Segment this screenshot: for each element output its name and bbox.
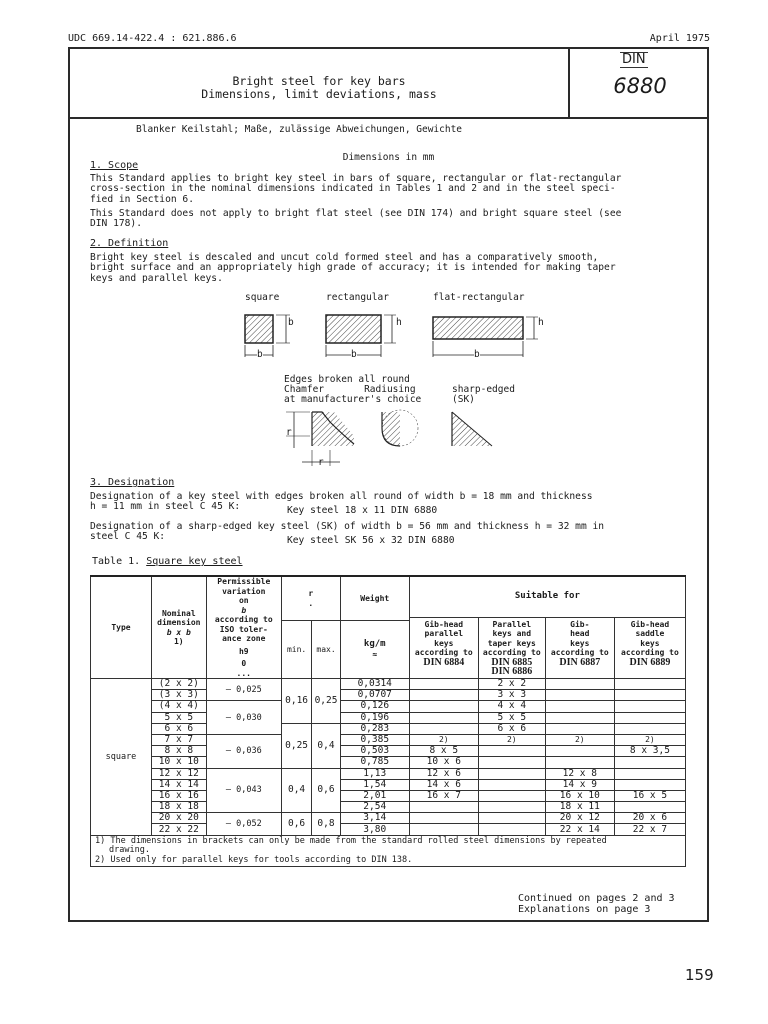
- scope-p2-line: This Standard does not apply to bright flat steel (see DIN 174) and bright square steel (see: [90, 208, 622, 219]
- r-min-cell: 0,6: [281, 813, 311, 835]
- flat-rectangular-section-icon: [433, 317, 538, 357]
- suitable-cell-s4: 16 x 5: [614, 790, 685, 801]
- suitable-cell-s1: [409, 712, 478, 723]
- col-weight: Weight: [340, 576, 409, 621]
- definition-paragraph: [90, 253, 690, 284]
- perm-line: according to: [214, 615, 273, 624]
- col-r-min: min.: [281, 621, 311, 679]
- nominal-cell: (4 x 4): [151, 701, 206, 712]
- footnote-1: 1) The dimensions in brackets can only be made from the standard rolled steel dimensions by repeated: [95, 835, 607, 846]
- weight-cell: 1,13: [340, 768, 409, 779]
- footnote-2: 2) Used only for parallel keys for tools according to DIN 138.: [95, 854, 413, 865]
- s3-line: keys: [570, 638, 590, 648]
- suitable-cell-s1: 10 x 6: [409, 757, 478, 768]
- weight-cell: 2,54: [340, 802, 409, 813]
- rect-h-label: h: [396, 317, 402, 328]
- nominal-line: 1): [173, 637, 184, 646]
- nominal-cell: 6 x 6: [151, 723, 206, 734]
- suitable-cell-s3: 18 x 11: [545, 802, 614, 813]
- r-min-cell: 0,25: [281, 723, 311, 768]
- nominal-line: Nominal: [161, 608, 196, 618]
- nominal-line: dimension: [157, 618, 201, 627]
- col-suitable: Suitable for: [409, 576, 685, 618]
- scope-paragraph-2: [90, 209, 690, 230]
- weight-cell: 0,385: [340, 734, 409, 745]
- designation-p2-line: steel C 45 K:: [90, 531, 166, 543]
- s1-line: according to: [414, 648, 473, 657]
- suitable-cell-s1: 8 x 5: [409, 746, 478, 757]
- weight-cell: 0,196: [340, 712, 409, 723]
- dimensions-note: Dimensions in mm: [342, 152, 435, 163]
- perm-line: b: [241, 605, 247, 615]
- suitable-cell-s2: [478, 757, 545, 768]
- r-header: r: [308, 589, 314, 598]
- suitable-cell-s2: 3 x 3: [478, 690, 545, 701]
- perm-line: ISO toler-: [219, 624, 268, 634]
- din-label: DIN: [622, 52, 646, 67]
- s4-line: saddle: [635, 629, 665, 638]
- nominal-cell: 14 x 14: [151, 779, 206, 790]
- square-b-label: b: [257, 349, 263, 360]
- suitable-cell-s2: 2): [478, 734, 545, 745]
- definition-line: bright surface and an appropriately high grade of accuracy; it is intended for making taper: [90, 262, 616, 274]
- suitable-cell-s4: [614, 757, 685, 768]
- flat-b-label: b: [474, 349, 480, 360]
- suitable-cell-s1: 2): [409, 734, 478, 745]
- perm-line: ...: [236, 668, 251, 678]
- r-min-cell: 0,4: [281, 768, 311, 813]
- square-section-icon: [245, 315, 290, 357]
- col-r: [281, 576, 340, 621]
- s2-line: Parallel: [492, 619, 532, 629]
- tolerance-cell: – 0,036: [206, 734, 281, 768]
- suitable-cell-s2: 4 x 4: [478, 701, 545, 712]
- perm-line: on: [238, 596, 249, 605]
- suitable-cell-s2: [478, 790, 545, 801]
- suitable-cell-s3: 2): [545, 734, 614, 745]
- nominal-cell: (3 x 3): [151, 690, 206, 701]
- s4-line: Gib-head: [630, 619, 670, 629]
- continued-note: [518, 893, 675, 915]
- col-din6884: [409, 618, 478, 679]
- col-din6885: [478, 618, 545, 679]
- s1-line: keys: [434, 638, 454, 648]
- suitable-cell-s3: [545, 723, 614, 734]
- title-line-1: Bright steel for key bars: [232, 74, 406, 88]
- flat-h-label: h: [538, 317, 544, 328]
- table-row: [91, 690, 686, 701]
- table-row: [91, 813, 686, 824]
- table-row: [91, 746, 686, 757]
- suitable-cell-s4: [614, 690, 685, 701]
- suitable-cell-s1: 16 x 7: [409, 790, 478, 801]
- nominal-cell: 7 x 7: [151, 734, 206, 745]
- flat-rectangular-label: flat-rectangular: [433, 292, 525, 303]
- suitable-cell-s3: [545, 757, 614, 768]
- rect-b-label: b: [351, 349, 357, 360]
- s4-line: keys: [640, 638, 660, 648]
- sharp-edge-icon: [452, 412, 492, 446]
- suitable-cell-s3: 20 x 12: [545, 813, 614, 824]
- suitable-cell-s1: [409, 813, 478, 824]
- scope-p1-line: cross-section in the nominal dimensions indicated in Tables 1 and 2 and in the steel speci-: [90, 183, 616, 195]
- suitable-cell-s1: [409, 701, 478, 712]
- suitable-cell-s4: [614, 712, 685, 723]
- designation-p1-line: Designation of a key steel with edges broken all round of width b = 18 mm and thickness: [90, 491, 593, 502]
- title-divider: [568, 47, 570, 119]
- suitable-cell-s4: [614, 723, 685, 734]
- designation-p2-line: Designation of a sharp-edged key steel (SK) of width b = 56 mm and thickness h = 32 mm in: [90, 521, 605, 532]
- weight-cell: 1,54: [340, 779, 409, 790]
- nominal-cell: 16 x 16: [151, 790, 206, 801]
- table-caption: [92, 556, 243, 567]
- perm-line: variation: [222, 586, 266, 596]
- s4-din: DIN 6889: [629, 656, 671, 668]
- designation-example-2: Key steel SK 56 x 32 DIN 6880: [287, 535, 455, 546]
- suitable-cell-s2: 6 x 6: [478, 723, 545, 734]
- scope-heading: 1. Scope: [90, 160, 139, 171]
- cross-section-drawing: [236, 305, 546, 365]
- publication-date: April 1975: [649, 33, 710, 44]
- designation-heading: 3. Designation: [90, 477, 175, 488]
- s2-line: keys and: [492, 629, 532, 638]
- suitable-cell-s3: 22 x 14: [545, 824, 614, 835]
- perm-line: Permissible: [217, 577, 271, 586]
- suitable-cell-s2: 2 x 2: [478, 679, 545, 690]
- table-row: [91, 701, 686, 712]
- col-nominal: [151, 576, 206, 679]
- suitable-cell-s2: [478, 779, 545, 790]
- footnote-1-cont: drawing.: [109, 845, 150, 856]
- weight-cell: 0,0707: [340, 690, 409, 701]
- rectangular-section-icon: [326, 315, 396, 357]
- square-label: square: [245, 292, 280, 303]
- chamfer-r-bottom-label: r: [318, 457, 324, 468]
- table-row: [91, 824, 686, 835]
- suitable-cell-s2: [478, 813, 545, 824]
- nominal-cell: 22 x 22: [151, 824, 206, 835]
- suitable-cell-s1: 14 x 6: [409, 779, 478, 790]
- table-row: [91, 802, 686, 813]
- s4-line: according to: [621, 648, 679, 657]
- r-min-cell: 0,16: [281, 679, 311, 724]
- nominal-line: b x b: [166, 627, 191, 637]
- suitable-cell-s2: [478, 768, 545, 779]
- nominal-cell: 18 x 18: [151, 802, 206, 813]
- col-din6887: [545, 618, 614, 679]
- chamfer-r-label: r: [286, 427, 292, 438]
- suitable-cell-s2: 5 x 5: [478, 712, 545, 723]
- col-permissible: [206, 576, 281, 679]
- table-row: [91, 779, 686, 790]
- suitable-cell-s1: [409, 824, 478, 835]
- edges-text: [284, 375, 421, 405]
- table-body: [91, 679, 686, 836]
- definition-line: keys and parallel keys.: [90, 272, 223, 284]
- suitable-cell-s1: [409, 802, 478, 813]
- r-max-cell: 0,4: [312, 723, 340, 768]
- suitable-cell-s4: [614, 701, 685, 712]
- continued-line-2: Explanations on page 3: [518, 904, 651, 915]
- type-cell: square: [91, 679, 152, 836]
- weight-unit: kg/m: [363, 639, 386, 649]
- col-r-max: max.: [312, 621, 340, 679]
- rectangular-label: rectangular: [326, 292, 389, 303]
- nominal-cell: (2 x 2): [151, 679, 206, 690]
- german-title: Blanker Keilstahl; Maße, zulässige Abweichungen, Gewichte: [136, 124, 463, 135]
- suitable-cell-s4: 20 x 6: [614, 813, 685, 824]
- suitable-cell-s1: [409, 679, 478, 690]
- radius-edge-icon: [382, 410, 418, 446]
- s2-din2: DIN 6886: [491, 666, 533, 677]
- sharp-line-2: (SK): [452, 394, 475, 405]
- s3-line: head: [570, 629, 590, 638]
- suitable-cell-s1: [409, 690, 478, 701]
- udc-code: UDC 669.14-422.4 : 621.886.6: [68, 33, 237, 44]
- s3-line: according to: [550, 648, 609, 657]
- weight-approx: ≈: [372, 649, 378, 659]
- r-header-dot: .: [308, 598, 314, 608]
- perm-line: 0: [241, 659, 247, 668]
- suitable-cell-s2: [478, 824, 545, 835]
- table-row: [91, 723, 686, 734]
- weight-cell: 2,01: [340, 790, 409, 801]
- scope-p2-line: DIN 178).: [90, 218, 142, 230]
- suitable-cell-s3: [545, 701, 614, 712]
- suitable-cell-s4: 8 x 3,5: [614, 746, 685, 757]
- sharp-edged-text: [452, 385, 515, 405]
- weight-cell: 0,126: [340, 701, 409, 712]
- s1-line: Gib-head: [424, 619, 464, 629]
- suitable-cell-s3: [545, 679, 614, 690]
- table-row: [91, 757, 686, 768]
- suitable-cell-s4: [614, 768, 685, 779]
- table-row: [91, 712, 686, 723]
- weight-cell: 0,785: [340, 757, 409, 768]
- perm-line: h9: [238, 646, 249, 656]
- table-row: [91, 734, 686, 745]
- s3-din: DIN 6887: [559, 656, 601, 668]
- weight-cell: 0,503: [340, 746, 409, 757]
- definition-line: Bright key steel is descaled and uncut cold formed steel and has a comparatively smooth,: [90, 252, 599, 263]
- col-weight-unit: [340, 621, 409, 679]
- suitable-cell-s2: [478, 802, 545, 813]
- r-max-cell: 0,25: [312, 679, 340, 724]
- suitable-cell-s4: [614, 802, 685, 813]
- page-number: 159: [685, 966, 714, 984]
- scope-p1-line: fied in Section 6.: [90, 193, 194, 205]
- suitable-cell-s3: [545, 746, 614, 757]
- r-max-cell: 0,6: [312, 768, 340, 813]
- sharp-line-1: sharp-edged: [452, 384, 515, 395]
- suitable-cell-s3: [545, 712, 614, 723]
- din-number: 6880: [613, 74, 667, 98]
- tolerance-cell: – 0,043: [206, 768, 281, 813]
- tolerance-cell: – 0,052: [206, 813, 281, 835]
- perm-line: ance zone: [222, 634, 266, 643]
- suitable-cell-s3: 14 x 9: [545, 779, 614, 790]
- scope-paragraph-1: [90, 174, 690, 205]
- col-din6889: [614, 618, 685, 679]
- table-caption-prefix: Table 1.: [92, 556, 141, 567]
- weight-cell: 0,0314: [340, 679, 409, 690]
- footnotes: [91, 835, 686, 867]
- suitable-cell-s3: [545, 690, 614, 701]
- s2-line: according to: [482, 648, 541, 657]
- s1-line: parallel: [424, 629, 464, 638]
- table-row: [91, 790, 686, 801]
- col-type: Type: [91, 576, 152, 679]
- suitable-cell-s1: 12 x 6: [409, 768, 478, 779]
- nominal-cell: 10 x 10: [151, 757, 206, 768]
- square-b-side-label: b: [288, 317, 294, 328]
- scope-p1-line: This Standard applies to bright key steel in bars of square, rectangular or flat-rectangular: [90, 173, 622, 184]
- tolerance-cell: – 0,030: [206, 701, 281, 735]
- suitable-cell-s4: [614, 679, 685, 690]
- suitable-cell-s4: [614, 779, 685, 790]
- designation-p1-line: h = 11 mm in steel C 45 K:: [90, 501, 241, 513]
- edges-line-1: Edges broken all round: [284, 374, 410, 385]
- table-caption-title: Square key steel: [146, 556, 243, 567]
- s3-line: Gib-: [570, 619, 590, 629]
- designation-example-1: Key steel 18 x 11 DIN 6880: [287, 505, 438, 516]
- square-key-steel-table: [90, 575, 686, 867]
- s1-din: DIN 6884: [423, 656, 465, 668]
- nominal-cell: 12 x 12: [151, 768, 206, 779]
- weight-cell: 0,283: [340, 723, 409, 734]
- definition-heading: 2. Definition: [90, 238, 169, 249]
- suitable-cell-s4: 22 x 7: [614, 824, 685, 835]
- tolerance-cell: – 0,025: [206, 679, 281, 701]
- weight-cell: 3,14: [340, 813, 409, 824]
- title-line-2: Dimensions, limit deviations, mass: [201, 87, 437, 101]
- nominal-cell: 5 x 5: [151, 712, 206, 723]
- s2-din1: DIN 6885: [491, 656, 533, 668]
- s2-line: taper keys: [487, 638, 536, 648]
- weight-cell: 3,80: [340, 824, 409, 835]
- nominal-cell: 8 x 8: [151, 746, 206, 757]
- table-row: [91, 679, 686, 690]
- nominal-cell: 20 x 20: [151, 813, 206, 824]
- suitable-cell-s2: [478, 746, 545, 757]
- edges-line-2: Chamfer Radiusing: [284, 384, 416, 395]
- suitable-cell-s3: 16 x 10: [545, 790, 614, 801]
- suitable-cell-s4: 2): [614, 734, 685, 745]
- r-max-cell: 0,8: [312, 813, 340, 835]
- continued-line-1: Continued on pages 2 and 3: [518, 893, 675, 904]
- table-row: [91, 768, 686, 779]
- edges-line-3: at manufacturer's choice: [284, 394, 422, 405]
- suitable-cell-s3: 12 x 8: [545, 768, 614, 779]
- edge-detail-drawing: [282, 408, 497, 470]
- suitable-cell-s1: [409, 723, 478, 734]
